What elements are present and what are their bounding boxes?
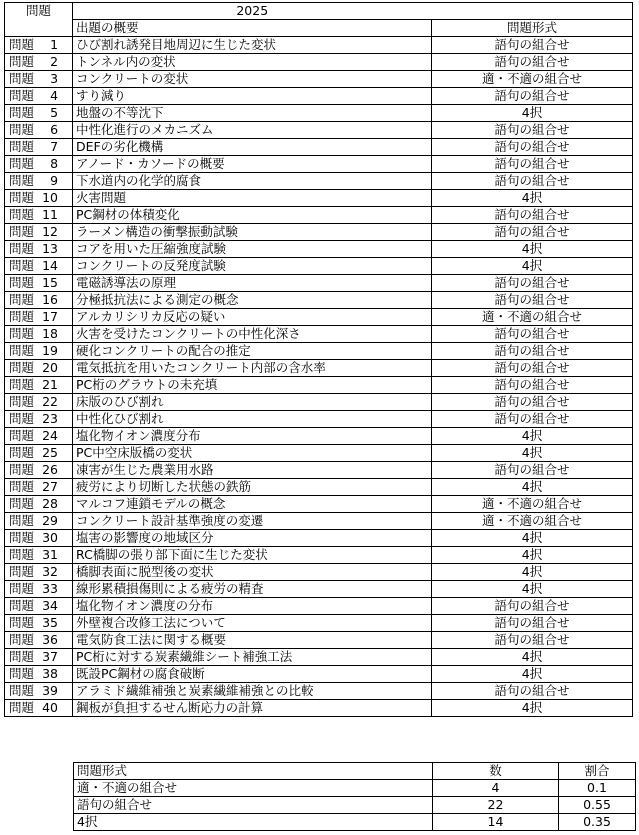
question-format: 4択	[432, 666, 633, 683]
question-number-cell	[5, 530, 73, 547]
question-number-cell	[5, 649, 73, 666]
question-summary: 硬化コンクリートの配合の推定	[73, 343, 432, 360]
table-row	[5, 88, 633, 105]
question-number-cell	[5, 581, 73, 598]
question-summary: 橋脚表面に脱型後の変状	[73, 564, 432, 581]
question-format: 4択	[432, 649, 633, 666]
question-number-cell	[5, 394, 73, 411]
question-summary: 電気防食工法に関する概要	[73, 632, 432, 649]
summary-ratio: 0.55	[559, 797, 636, 814]
question-number: 28	[42, 496, 59, 511]
question-format: 語句の組合せ	[432, 360, 633, 377]
table-row	[5, 598, 633, 615]
summary-format: 語句の組合せ	[74, 797, 433, 814]
table-row	[5, 445, 633, 462]
question-label: 問題	[9, 649, 35, 664]
question-summary: コンクリートの反発度試験	[73, 258, 432, 275]
question-format: 適・不適の組合せ	[432, 309, 633, 326]
question-number: 24	[42, 428, 59, 443]
question-format: 語句の組合せ	[432, 598, 633, 615]
question-number: 15	[42, 275, 59, 290]
question-number-cell	[5, 564, 73, 581]
question-number: 11	[42, 207, 59, 222]
table-row	[5, 190, 633, 207]
question-summary: 疲労により切断した状態の鉄筋	[73, 479, 432, 496]
question-label: 問題	[9, 88, 35, 103]
question-summary: PC桁に対する炭素繊維シート補強工法	[73, 649, 432, 666]
question-number-cell	[5, 292, 73, 309]
question-number-cell	[5, 122, 73, 139]
question-label: 問題	[9, 292, 35, 307]
question-number: 5	[50, 105, 59, 120]
question-summary: PC中空床版橋の変状	[73, 445, 432, 462]
table-row	[5, 122, 633, 139]
header-year-blank	[432, 3, 633, 20]
question-number: 12	[42, 224, 59, 239]
summary-header-count: 数	[433, 763, 559, 780]
question-number: 30	[42, 530, 59, 545]
question-number-cell	[5, 343, 73, 360]
question-number: 17	[42, 309, 59, 324]
question-number-cell	[5, 360, 73, 377]
question-format: 4択	[432, 190, 633, 207]
question-format: 語句の組合せ	[432, 632, 633, 649]
question-number-cell	[5, 445, 73, 462]
table-row	[5, 666, 633, 683]
question-summary: 床版のひび割れ	[73, 394, 432, 411]
question-label: 問題	[9, 173, 35, 188]
question-number: 34	[42, 598, 59, 613]
question-summary: RC橋脚の張り部下面に生じた変状	[73, 547, 432, 564]
question-number-cell	[5, 190, 73, 207]
question-format: 4択	[432, 547, 633, 564]
question-label: 問題	[9, 598, 35, 613]
table-row	[5, 156, 633, 173]
table-row	[5, 360, 633, 377]
question-number: 38	[42, 666, 59, 681]
year-row	[5, 3, 633, 20]
question-label: 問題	[9, 547, 35, 562]
question-summary: 塩化物イオン濃度分布	[73, 428, 432, 445]
question-label: 問題	[9, 258, 35, 273]
question-number-cell	[5, 513, 73, 530]
question-number: 4	[50, 88, 59, 103]
question-summary: マルコフ連鎖モデルの概念	[73, 496, 432, 513]
question-format: 4択	[432, 428, 633, 445]
question-format: 語句の組合せ	[432, 377, 633, 394]
question-label: 問題	[9, 615, 35, 630]
table-row	[5, 564, 633, 581]
question-label: 問題	[9, 309, 35, 324]
summary-header-ratio: 割合	[559, 763, 636, 780]
question-number-cell	[5, 462, 73, 479]
question-summary: 火害問題	[73, 190, 432, 207]
question-label: 問題	[9, 394, 35, 409]
question-number-cell	[5, 683, 73, 700]
table-row	[5, 377, 633, 394]
table-row	[5, 462, 633, 479]
question-number-cell	[5, 377, 73, 394]
summary-row	[74, 797, 636, 814]
table-row	[5, 428, 633, 445]
question-number-cell	[5, 54, 73, 71]
question-label: 問題	[9, 479, 35, 494]
question-summary: 中性化進行のメカニズム	[73, 122, 432, 139]
question-number: 39	[42, 683, 59, 698]
question-format: 語句の組合せ	[432, 54, 633, 71]
question-label: 問題	[9, 224, 35, 239]
question-format: 適・不適の組合せ	[432, 513, 633, 530]
question-summary: 下水道内の化学的腐食	[73, 173, 432, 190]
question-format: 語句の組合せ	[432, 224, 633, 241]
question-summary: 外壁複合改修工法について	[73, 615, 432, 632]
question-label: 問題	[9, 632, 35, 647]
question-number-cell	[5, 156, 73, 173]
question-number: 10	[42, 190, 59, 205]
table-row	[5, 479, 633, 496]
question-summary: DEFの劣化機構	[73, 139, 432, 156]
table-row	[5, 224, 633, 241]
question-format: 4択	[432, 258, 633, 275]
table-row	[5, 343, 633, 360]
question-number-cell	[5, 275, 73, 292]
question-label: 問題	[9, 411, 35, 426]
table-row	[5, 139, 633, 156]
question-number: 1	[50, 37, 59, 52]
question-summary: ひび割れ誘発目地周辺に生じた変状	[73, 37, 432, 54]
question-label: 問題	[9, 139, 35, 154]
summary-row	[74, 814, 636, 831]
table-row	[5, 54, 633, 71]
question-summary: アルカリシリカ反応の疑い	[73, 309, 432, 326]
table-row	[5, 241, 633, 258]
header-format: 問題形式	[432, 20, 633, 37]
table-row	[5, 496, 633, 513]
question-number-cell	[5, 326, 73, 343]
question-label: 問題	[9, 105, 35, 120]
question-label: 問題	[9, 54, 35, 69]
question-label: 問題	[9, 445, 35, 460]
question-number-cell	[5, 105, 73, 122]
question-format: 語句の組合せ	[432, 37, 633, 54]
table-row	[5, 105, 633, 122]
summary-ratio: 0.1	[559, 780, 636, 797]
question-format: 語句の組合せ	[432, 615, 633, 632]
question-number: 8	[50, 156, 59, 171]
question-summary: 分極抵抗法による測定の概念	[73, 292, 432, 309]
question-number: 32	[42, 564, 59, 579]
question-number: 27	[42, 479, 59, 494]
question-number-cell	[5, 598, 73, 615]
question-number-cell	[5, 479, 73, 496]
question-number: 13	[42, 241, 59, 256]
question-number: 22	[42, 394, 59, 409]
question-format: 4択	[432, 530, 633, 547]
table-row	[5, 71, 633, 88]
question-format: 語句の組合せ	[432, 122, 633, 139]
question-format: 語句の組合せ	[432, 156, 633, 173]
question-summary: 中性化ひび割れ	[73, 411, 432, 428]
question-label: 問題	[9, 683, 35, 698]
question-label: 問題	[9, 207, 35, 222]
table-row	[5, 700, 633, 717]
question-format: 4択	[432, 479, 633, 496]
table-row	[5, 615, 633, 632]
question-number: 40	[42, 700, 59, 715]
question-summary: トンネル内の変状	[73, 54, 432, 71]
question-summary: 地盤の不等沈下	[73, 105, 432, 122]
table-row	[5, 530, 633, 547]
question-label: 問題	[9, 530, 35, 545]
question-number: 16	[42, 292, 59, 307]
question-number-cell	[5, 547, 73, 564]
question-number-cell	[5, 666, 73, 683]
question-summary: 火害を受けたコンクリートの中性化深さ	[73, 326, 432, 343]
table-row	[5, 683, 633, 700]
table-row	[5, 326, 633, 343]
question-format: 語句の組合せ	[432, 462, 633, 479]
question-label: 問題	[9, 581, 35, 596]
question-number: 37	[42, 649, 59, 664]
table-row	[5, 649, 633, 666]
question-summary: 塩害の影響度の地域区分	[73, 530, 432, 547]
summary-count: 22	[433, 797, 559, 814]
header-question-number: 問題	[5, 3, 73, 37]
question-summary: ラーメン構造の衝撃振動試験	[73, 224, 432, 241]
question-summary: コアを用いた圧縮強度試験	[73, 241, 432, 258]
table-row	[5, 173, 633, 190]
question-label: 問題	[9, 156, 35, 171]
question-number-cell	[5, 224, 73, 241]
question-number: 14	[42, 258, 59, 273]
questions-table	[4, 2, 633, 717]
question-format: 語句の組合せ	[432, 275, 633, 292]
header-summary: 出題の概要	[73, 20, 432, 37]
summary-count: 14	[433, 814, 559, 831]
question-summary: 電磁誘導法の原理	[73, 275, 432, 292]
table-row	[5, 275, 633, 292]
question-summary: PC鋼材の体積変化	[73, 207, 432, 224]
question-label: 問題	[9, 326, 35, 341]
question-summary: アノード・カソードの概要	[73, 156, 432, 173]
question-summary: 線形累積損傷則による疲労の精査	[73, 581, 432, 598]
question-summary: コンクリート設計基準強度の変遷	[73, 513, 432, 530]
question-summary: 電気抵抗を用いたコンクリート内部の含水率	[73, 360, 432, 377]
question-label: 問題	[9, 496, 35, 511]
question-format: 4択	[432, 445, 633, 462]
summary-header-format: 問題形式	[74, 763, 433, 780]
question-label: 問題	[9, 122, 35, 137]
question-number-cell	[5, 428, 73, 445]
question-number: 31	[42, 547, 59, 562]
question-summary: 凍害が生じた農業用水路	[73, 462, 432, 479]
question-number: 20	[42, 360, 59, 375]
question-label: 問題	[9, 360, 35, 375]
question-number: 25	[42, 445, 59, 460]
question-number-cell	[5, 173, 73, 190]
question-summary: PC桁のグラウトの未充填	[73, 377, 432, 394]
question-number-cell	[5, 632, 73, 649]
question-number: 29	[42, 513, 59, 528]
table-row	[5, 309, 633, 326]
question-number-cell	[5, 241, 73, 258]
question-label: 問題	[9, 71, 35, 86]
question-number-cell	[5, 37, 73, 54]
question-format: 語句の組合せ	[432, 394, 633, 411]
question-summary: すり減り	[73, 88, 432, 105]
question-number-cell	[5, 496, 73, 513]
question-number: 35	[42, 615, 59, 630]
table-row	[5, 207, 633, 224]
question-summary: アラミド繊維補強と炭素繊維補強との比較	[73, 683, 432, 700]
question-format: 語句の組合せ	[432, 411, 633, 428]
question-format: 語句の組合せ	[432, 88, 633, 105]
question-number-cell	[5, 700, 73, 717]
question-format: 語句の組合せ	[432, 326, 633, 343]
table-row	[5, 513, 633, 530]
question-number: 33	[42, 581, 59, 596]
question-summary: 鋼板が負担するせん断応力の計算	[73, 700, 432, 717]
table-row	[5, 394, 633, 411]
question-number-cell	[5, 207, 73, 224]
question-number: 23	[42, 411, 59, 426]
summary-format: 4択	[74, 814, 433, 831]
summary-count: 4	[433, 780, 559, 797]
question-label: 問題	[9, 377, 35, 392]
question-number: 7	[50, 139, 59, 154]
question-label: 問題	[9, 462, 35, 477]
question-label: 問題	[9, 275, 35, 290]
question-format: 語句の組合せ	[432, 173, 633, 190]
question-label: 問題	[9, 666, 35, 681]
summary-header-row	[74, 763, 636, 780]
question-number: 26	[42, 462, 59, 477]
question-label: 問題	[9, 428, 35, 443]
question-label: 問題	[9, 241, 35, 256]
question-number-cell	[5, 615, 73, 632]
table-row	[5, 581, 633, 598]
question-label: 問題	[9, 190, 35, 205]
question-label: 問題	[9, 513, 35, 528]
question-format: 4択	[432, 581, 633, 598]
question-number: 9	[50, 173, 59, 188]
question-format: 語句の組合せ	[432, 683, 633, 700]
question-number-cell	[5, 411, 73, 428]
question-number-cell	[5, 258, 73, 275]
question-format: 適・不適の組合せ	[432, 71, 633, 88]
table-row	[5, 258, 633, 275]
question-number: 36	[42, 632, 59, 647]
question-label: 問題	[9, 37, 35, 52]
question-format: 語句の組合せ	[432, 139, 633, 156]
question-number: 21	[42, 377, 59, 392]
table-row	[5, 411, 633, 428]
question-number-cell	[5, 309, 73, 326]
table-row	[5, 292, 633, 309]
question-label: 問題	[9, 564, 35, 579]
summary-format: 適・不適の組合せ	[74, 780, 433, 797]
question-number: 3	[50, 71, 59, 86]
summary-table	[73, 762, 636, 831]
table-row	[5, 37, 633, 54]
table-row	[5, 632, 633, 649]
question-format: 4択	[432, 105, 633, 122]
question-format: 4択	[432, 241, 633, 258]
question-format: 語句の組合せ	[432, 343, 633, 360]
question-label: 問題	[9, 343, 35, 358]
question-summary: 既設PC鋼材の腐食破断	[73, 666, 432, 683]
question-label: 問題	[9, 700, 35, 715]
question-number-cell	[5, 88, 73, 105]
column-header-row	[5, 20, 633, 37]
question-format: 4択	[432, 564, 633, 581]
table-row	[5, 547, 633, 564]
question-number: 6	[50, 122, 59, 137]
header-year: 2025	[73, 3, 432, 20]
question-summary: 塩化物イオン濃度の分布	[73, 598, 432, 615]
question-format: 語句の組合せ	[432, 292, 633, 309]
question-number: 19	[42, 343, 59, 358]
question-number: 2	[50, 54, 59, 69]
question-format: 語句の組合せ	[432, 207, 633, 224]
summary-ratio: 0.35	[559, 814, 636, 831]
question-format: 4択	[432, 700, 633, 717]
summary-row	[74, 780, 636, 797]
question-number-cell	[5, 139, 73, 156]
question-number-cell	[5, 71, 73, 88]
question-format: 適・不適の組合せ	[432, 496, 633, 513]
question-summary: コンクリートの変状	[73, 71, 432, 88]
question-number: 18	[42, 326, 59, 341]
